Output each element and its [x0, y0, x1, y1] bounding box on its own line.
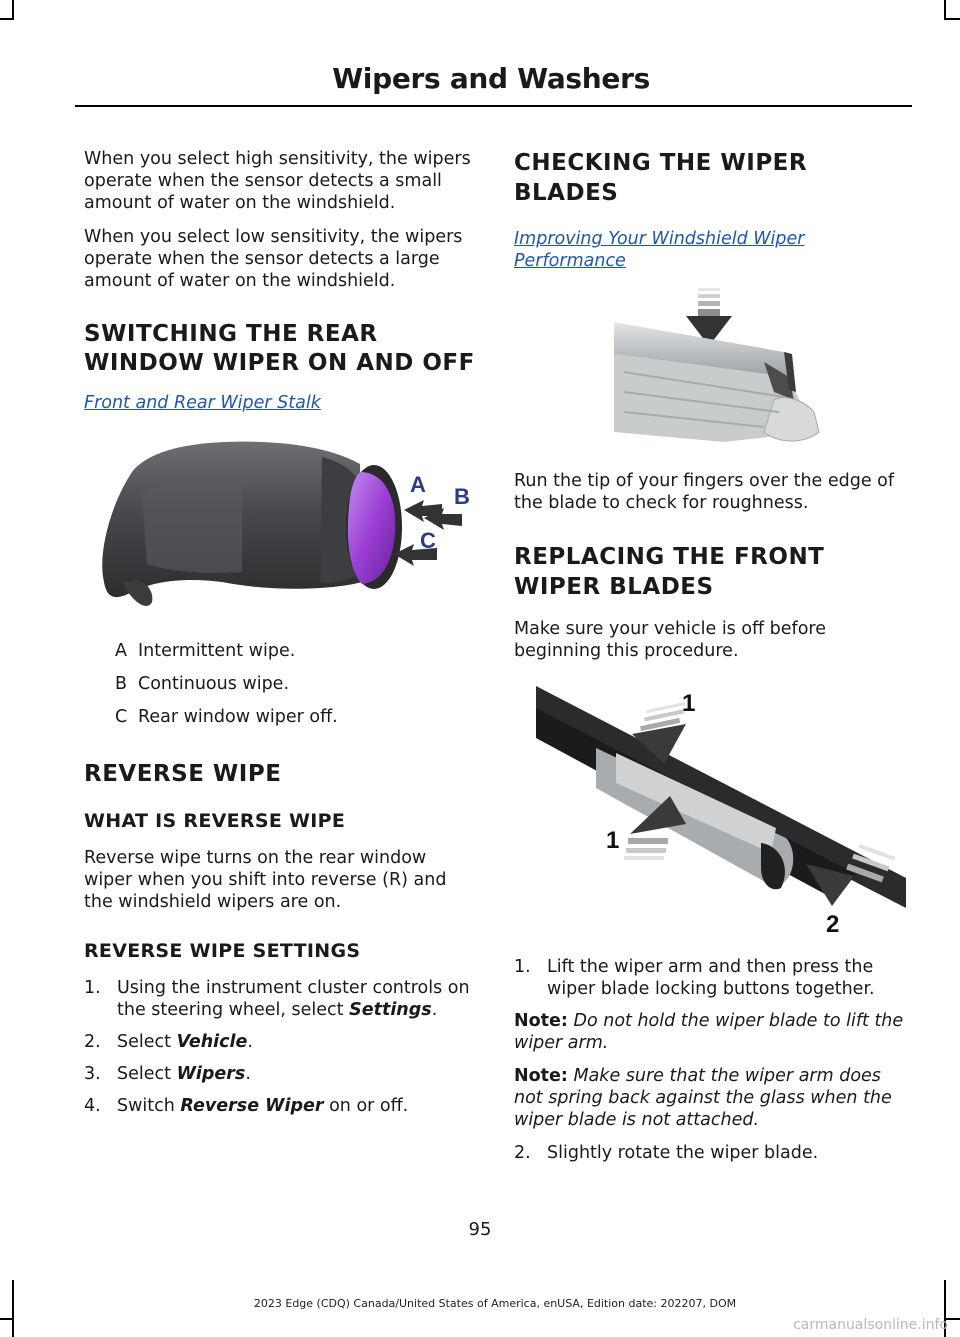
crop-mark: [944, 18, 960, 20]
paragraph-check-roughness: Run the tip of your fingers over the edge of the blade to check for roughness.: [514, 471, 895, 513]
settings-steps: [84, 977, 479, 1117]
right-column: [514, 148, 909, 1174]
header-rule: [75, 105, 912, 107]
figure-label-b: B: [454, 484, 470, 509]
wiper-arm: [536, 686, 906, 908]
edition-info: 2023 Edge (CDQ) Canada/United States of America, enUSA, Edition date: 202207, DOM: [253, 1297, 737, 1310]
wiper-blade-figure: [614, 282, 909, 452]
legend-item: C Rear window wiper off.: [115, 707, 338, 727]
crop-mark: [944, 0, 946, 20]
legend-item: B Continuous wipe.: [115, 674, 290, 694]
blade-removal-figure: [536, 678, 909, 940]
crop-mark: [12, 0, 14, 20]
figure-label-a: A: [410, 472, 426, 497]
step-item: 1. Using the instrument cluster controls on the steering wheel, select Settings.: [84, 978, 470, 1020]
page-number: 95: [468, 1219, 492, 1240]
figure-label-c: C: [420, 528, 436, 553]
paragraph-high-sensitivity: When you select high sensitivity, the wipers operate when the sensor detects a small amount of water on the windshield.: [84, 149, 471, 213]
step-item: 3. Select Wipers.: [84, 1064, 251, 1084]
note: Note: Make sure that the wiper arm does not spring back against the glass when the wiper blade is not attached.: [514, 1066, 892, 1130]
paragraph-reverse-wipe: Reverse wipe turns on the rear window wiper when you shift into reverse (R) and the windshield wipers are on.: [84, 848, 447, 912]
step-item: 2. Select Vehicle.: [84, 1032, 253, 1052]
stalk-body: [102, 442, 362, 606]
section-heading-reverse-wipe: REVERSE WIPE: [84, 761, 282, 787]
paragraph-low-sensitivity: When you select low sensitivity, the wipers operate when the sensor detects a large amount of water on the windshield.: [84, 227, 463, 291]
figure-label-2: 2: [826, 911, 840, 938]
section-heading-checking-blades: CHECKING THE WIPER BLADES: [514, 150, 808, 206]
section-heading-rear-wiper: SWITCHING THE REAR WINDOW WIPER ON AND OFF: [84, 321, 475, 376]
wiper-stalk-figure: [92, 432, 479, 612]
subheading-what-is-reverse-wipe: WHAT IS REVERSE WIPE: [84, 810, 346, 832]
legend-item: A Intermittent wipe.: [115, 641, 296, 661]
crop-mark: [0, 18, 14, 20]
figure-label-1-top: 1: [682, 690, 696, 717]
subheading-reverse-wipe-settings: REVERSE WIPE SETTINGS: [84, 940, 361, 962]
figure-label-1-bottom: 1: [606, 827, 620, 854]
wiper-blade-edge: [614, 322, 819, 442]
step-item: 2. Slightly rotate the wiper blade.: [514, 1143, 819, 1163]
legend-list: [84, 640, 479, 728]
link-front-rear-wiper-stalk[interactable]: Front and Rear Wiper Stalk: [84, 393, 321, 413]
stalk-end-button-icon: [346, 465, 402, 589]
watermark[interactable]: carmanualsonline.info: [793, 1317, 948, 1333]
section-heading-replacing-blades: REPLACING THE FRONT WIPER BLADES: [514, 544, 825, 600]
left-column: [84, 148, 479, 1127]
page-title: Wipers and Washers: [332, 62, 650, 95]
crop-mark: [0, 1318, 14, 1320]
note: Note: Do not hold the wiper blade to lift the wiper arm.: [514, 1011, 904, 1053]
link-improving-wiper-performance[interactable]: Improving Your Windshield Wiper Performance: [514, 229, 805, 271]
paragraph-vehicle-off: Make sure your vehicle is off before beginning this procedure.: [514, 619, 827, 661]
step-item: 1. Lift the wiper arm and then press the wiper blade locking buttons together.: [514, 957, 875, 999]
step-item: 4. Switch Reverse Wiper on or off.: [84, 1096, 409, 1116]
